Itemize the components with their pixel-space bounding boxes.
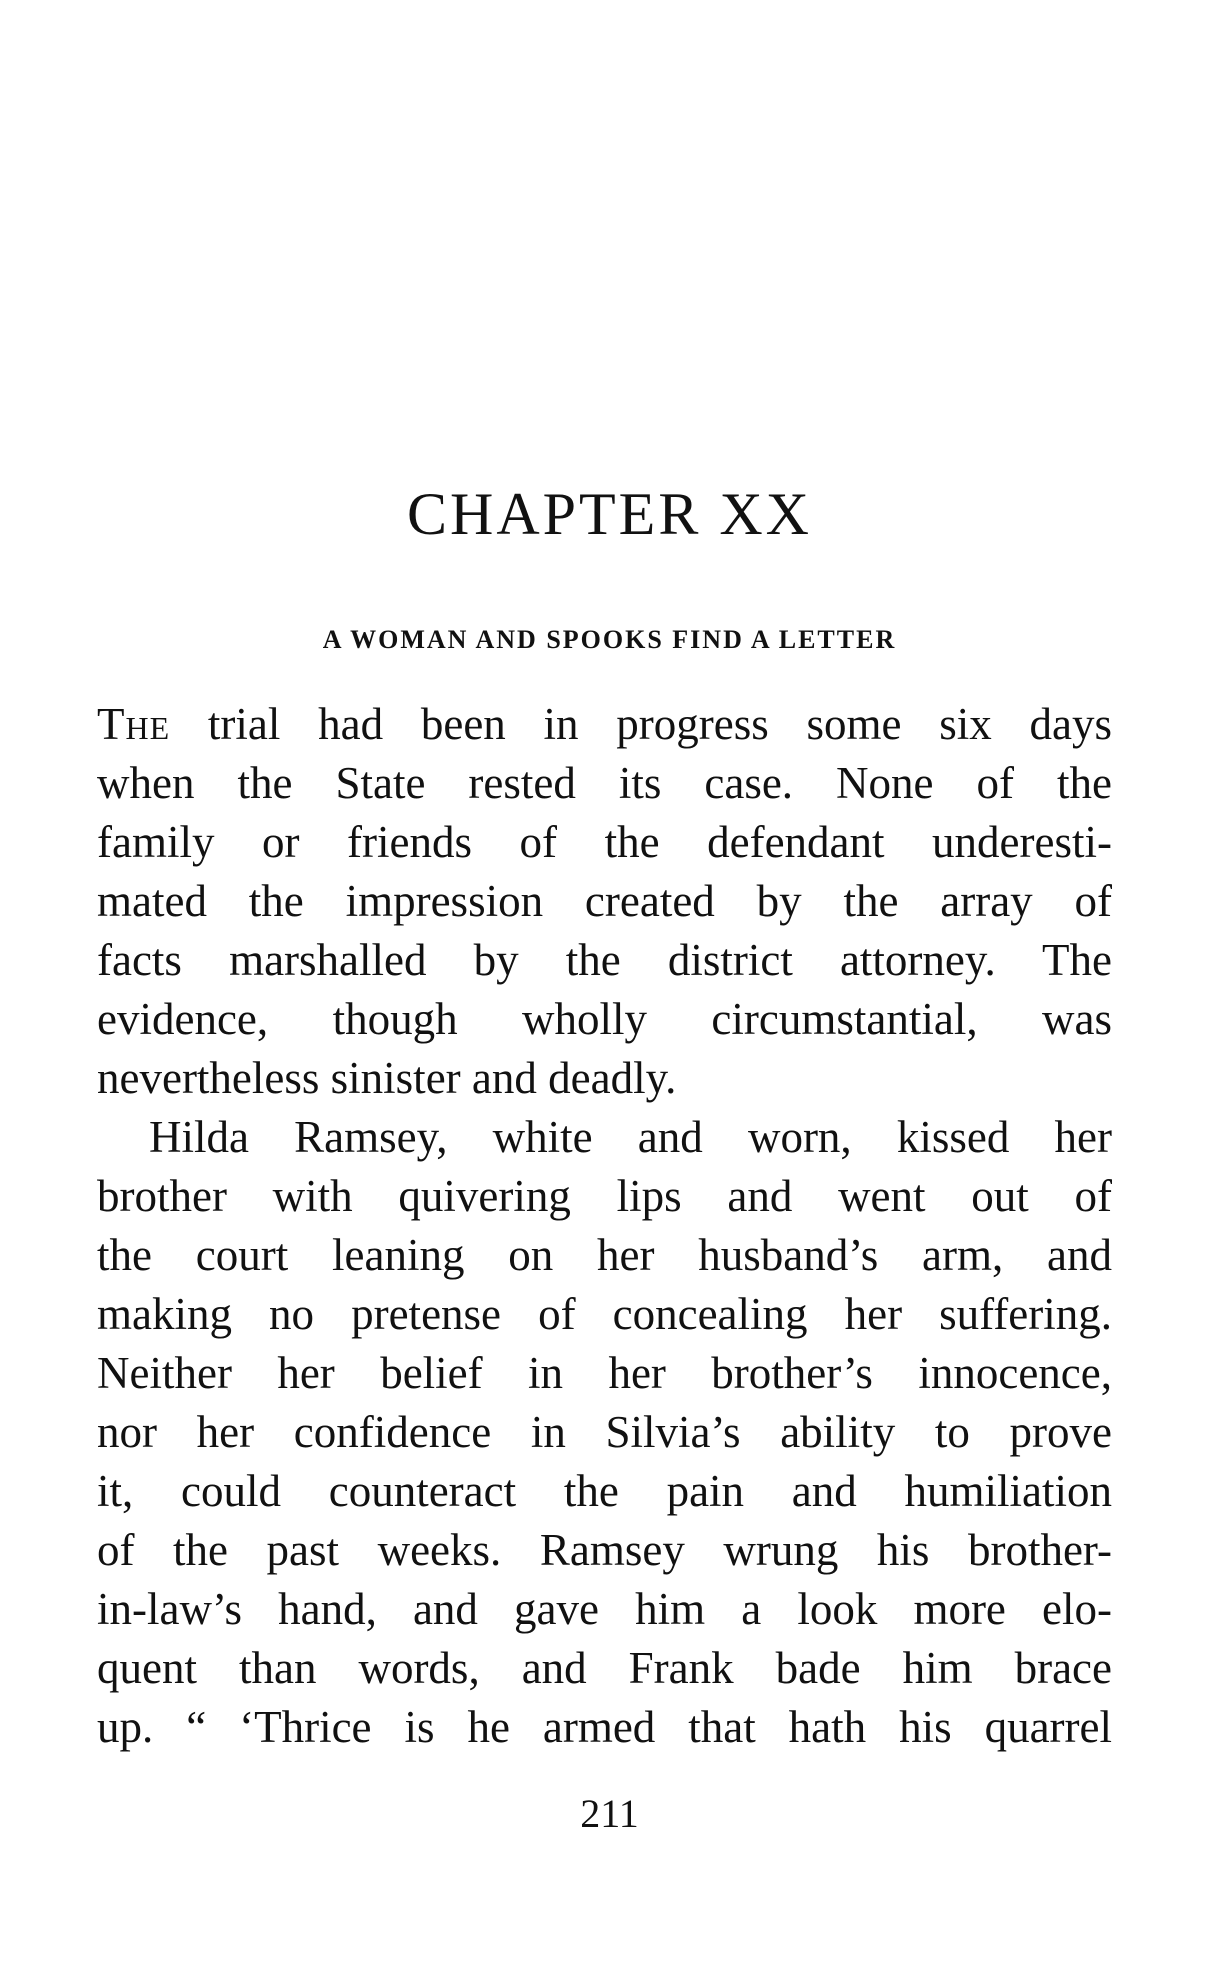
chapter-title: CHAPTER XX [406, 481, 813, 547]
text-line: it, could counteract the pain and humiliation [97, 1466, 1112, 1516]
text-line: making no pretense of concealing her suffering. [97, 1289, 1112, 1339]
text-line: the court leaning on her husband’s arm, and [97, 1230, 1112, 1280]
text-line: nevertheless sinister and deadly. [97, 1053, 677, 1103]
body-text [97, 695, 1112, 1757]
text-line: Neither her belief in her brother’s innocence, [97, 1348, 1112, 1398]
page-number: 211 [580, 1791, 639, 1836]
chapter-subtitle: A WOMAN AND SPOOKS FIND A LETTER [322, 625, 897, 654]
text-line: nor her confidence in Silvia’s ability to prove [97, 1407, 1112, 1457]
text-line: of the past weeks. Ramsey wrung his brother- [97, 1525, 1112, 1575]
text-line: brother with quivering lips and went out of [97, 1171, 1112, 1221]
text-line: up. “ ‘Thrice is he armed that hath his quarrel [97, 1702, 1112, 1752]
text-line: The trial had been in progress some six days [97, 699, 1112, 749]
text-line: quent than words, and Frank bade him brace [97, 1643, 1112, 1693]
text-line: facts marshalled by the district attorney. The [97, 935, 1112, 985]
text-line: family or friends of the defendant underesti- [97, 817, 1112, 867]
text-line: in-law’s hand, and gave him a look more elo- [97, 1584, 1112, 1634]
text-line: evidence, though wholly circumstantial, was [97, 994, 1112, 1044]
text-line: when the State rested its case. None of the [97, 758, 1112, 808]
text-line: mated the impression created by the array of [97, 876, 1112, 926]
text-line: Hilda Ramsey, white and worn, kissed her [149, 1112, 1112, 1162]
opening-word: The [97, 699, 171, 749]
